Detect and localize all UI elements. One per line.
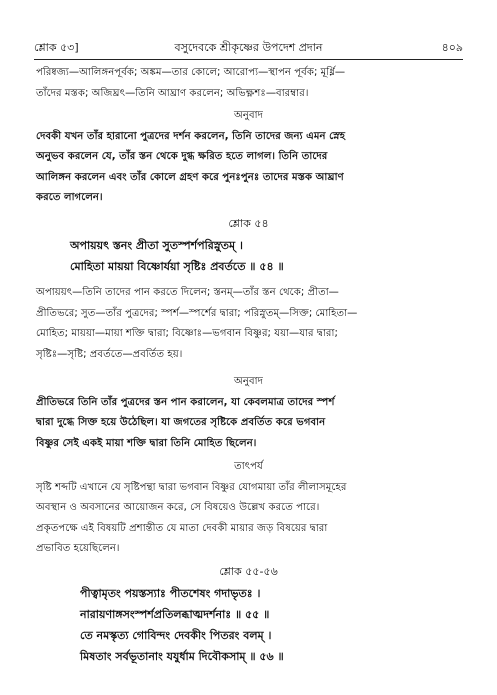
purport-line: প্রকৃতপক্ষে এই বিষয়টি প্রশান্তীত যে মাতা দেবকী মায়ার জড় বিষয়ের দ্বারা <box>36 522 328 534</box>
synonyms-verse-53 <box>36 63 461 104</box>
translation-heading: অনুবাদ <box>234 110 263 121</box>
translation-verse-53 <box>36 106 461 209</box>
translation-line: অনুভব করলেন যে, তাঁর স্তন থেকে দুগ্ধ ক্ষরিত হতে লাগল। তিনি তাদের <box>36 151 328 162</box>
translation-line: আলিঙ্গন করলেন এবং তাঁর কোলে গ্রহণ করে পুনঃপুনঃ তাদের মস্তক আঘ্রাণ <box>36 171 344 183</box>
verse-line: মিষতাং সর্বভূতানাং যযুর্ধাম দিবৌকসাম্ ॥ ৫৬ ॥ <box>80 649 284 663</box>
translation-line: বিষ্ণুর সেই একই মায়া শক্তি দ্বারা তিনি মোহিত ছিলেন। <box>36 437 257 449</box>
verse-line: নারায়ণাঙ্গসংস্পর্শপ্রতিলব্ধাত্মদর্শনাঃ ॥ ৫৫ ॥ <box>80 607 270 621</box>
synonym-line: প্রীতিভরে; সুত—তাঁর পুত্রদের; স্পর্শ—স্পর্শের দ্বারা; পরিস্নুতম্—সিক্ত; মোহিতা— <box>36 307 358 319</box>
translation-verse-54 <box>36 372 461 454</box>
verse-line: মোহিতা মায়য়া বিষ্ণোর্যয়া সৃষ্টিঃ প্রবর্ততে ॥ ৫৪ ॥ <box>70 259 284 273</box>
synonym-line: মোহিত; মায়য়া—মায়া শক্তি দ্বারা; বিষ্ণোঃ—ভগবান বিষ্ণুর; যয়া—যার দ্বারা; <box>36 328 338 339</box>
purport-line: সৃষ্টি শব্দটি এখানে যে সৃষ্টিপন্থা দ্বারা ভগবান বিষ্ণুর যোগমায়া তাঁর লীলাসমূহের <box>36 481 347 493</box>
purport-line: প্রভাবিত হয়েছিলেন। <box>36 543 120 554</box>
verse-heading: শ্লোক ৫৪ <box>228 217 269 230</box>
synonym-line: অপায়য়ৎ—তিনি তাদের পান করতে দিলেন; স্তনম্—তাঁর স্তন থেকে; প্রীতা— <box>36 287 339 298</box>
header-verse-ref: শ্লোক ৫৩] <box>34 41 79 54</box>
translation-line: দেবকী যখন তাঁর হারানো পুত্রদের দর্শন করলেন, তিনি তাদের জন্য এমন স্নেহ <box>36 130 346 142</box>
purport-line: অবস্থান ও অবসানের আয়োজন করে, সে বিষয়েও উল্লেখ করতে পারে। <box>36 502 320 513</box>
synonym-line: সৃষ্টিঃ—সৃষ্টি; প্রবর্ততে—প্রবর্তিত হয়। <box>36 348 183 360</box>
verse-line: তে নমস্কৃত্য গোবিন্দং দেবকীং পিতরং বলম্ । <box>80 628 272 642</box>
verse-line: পীত্বামৃতং পয়স্তস্যাঃ পীতশেষং গদাভৃতঃ । <box>80 586 261 600</box>
purport <box>36 457 461 560</box>
verse-55-56 <box>36 562 461 667</box>
translation-line: প্রীতিভরে তিনি তাঁর পুত্রদের স্তন পান করালেন, যা কেবলমাত্র তাদের স্পর্শ <box>36 396 335 408</box>
page-number: ৪০৯ <box>441 41 463 54</box>
translation-line: করতে লাগলেন। <box>36 192 103 203</box>
translation-heading: অনুবাদ <box>234 376 263 387</box>
verse-54 <box>36 214 461 277</box>
verse-heading: শ্লোক ৫৫-৫৬ <box>219 565 278 578</box>
header-divider <box>34 59 463 60</box>
header-chapter-title: বসুদেবকে শ্রীকৃষ্ণের উপদেশ প্রদান <box>174 41 323 54</box>
purport-heading: তাৎপর্য <box>234 461 263 472</box>
verse-line: অপায়য়ৎ স্তনং প্রীতা সুতস্পর্শপরিস্নুতম্ । <box>70 238 243 252</box>
translation-line: দ্বারা দুগ্ধে সিক্ত হয়ে উঠেছিল। যা জগতের সৃষ্টিকে প্রবর্তিত করে ভগবান <box>36 417 326 428</box>
synonyms-verse-54 <box>36 283 461 365</box>
synonym-line: পরিষ্বজ্য—আলিঙ্গনপূর্বক; অঙ্কম—তার কোলে; আরোপ্য—স্থাপন পূর্বক; মূর্ধ্নি— <box>36 67 346 78</box>
synonym-line: তাঁদের মস্তক; অজিঘ্রৎ—তিনি আঘ্রাণ করলেন; অভিক্ষ্ণশঃ—বারম্বার। <box>36 87 309 99</box>
running-header <box>34 40 463 56</box>
